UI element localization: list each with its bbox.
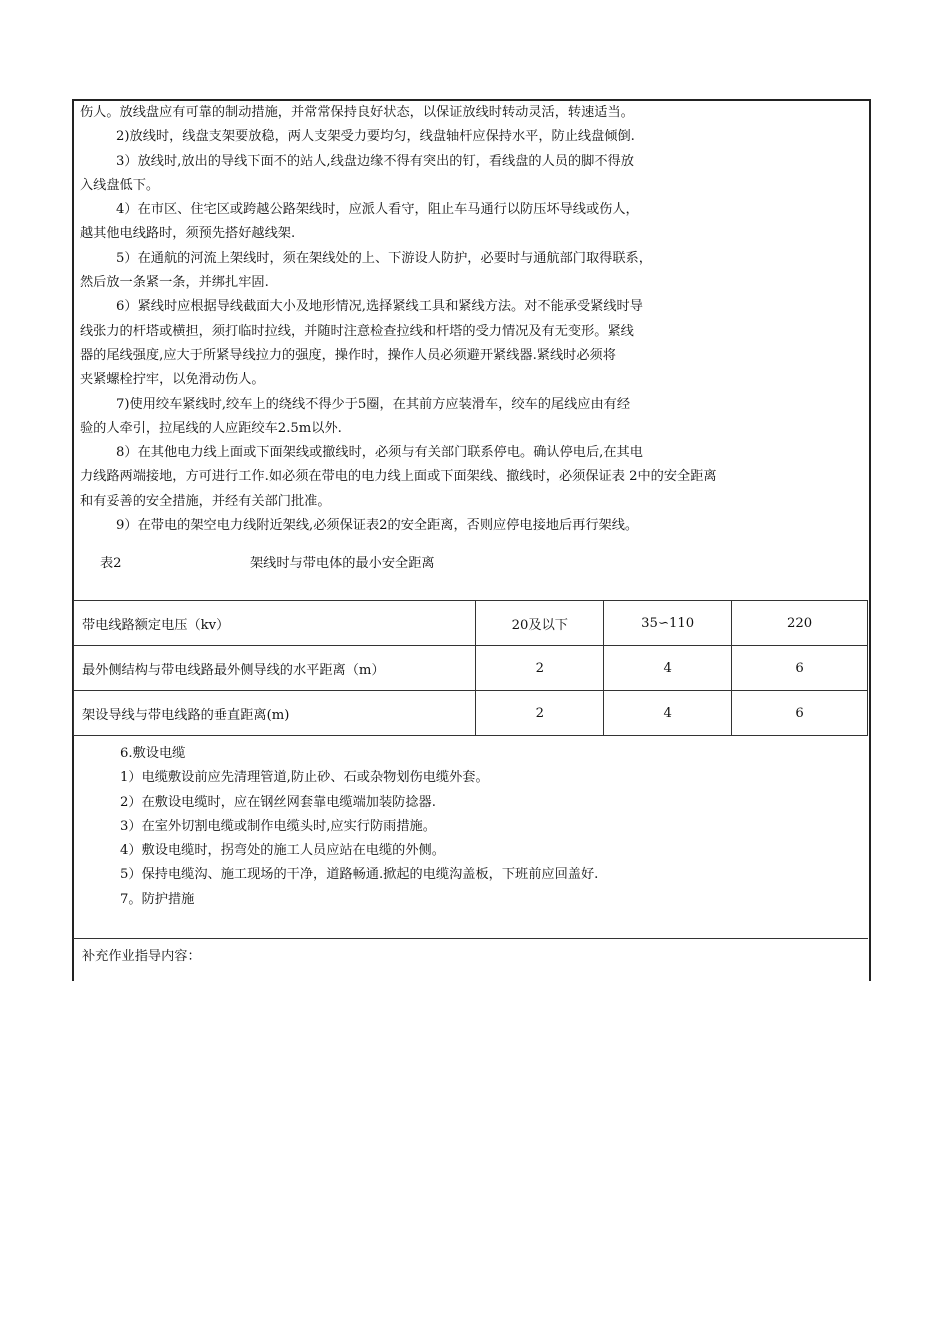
table-cell-label: 最外侧结构与带电线路最外侧导线的水平距离（m） — [74, 646, 476, 691]
paragraph-line: 夹紧螺栓拧牢，以免滑动伤人。 — [80, 372, 265, 388]
table-header-row — [74, 601, 868, 646]
list-item: 3）在室外切割电缆或制作电缆头时,应实行防雨措施。 — [120, 818, 436, 834]
list-item: 2）在敷设电缆时，应在钢丝网套靠电缆端加装防捻器. — [120, 794, 436, 810]
section-6-cable-laying — [80, 742, 598, 912]
table-row — [74, 646, 868, 691]
paragraph-line: 越其他电线路时，须预先搭好越线架. — [80, 226, 296, 242]
table-cell: 220 — [732, 601, 868, 646]
paragraph-line: 2)放线时，线盘支架要放稳，两人支架受力要均匀，线盘轴杆应保持水平，防止线盘倾倒. — [116, 129, 635, 145]
table-cell: 4 — [604, 691, 732, 736]
table-cell: 6 — [732, 691, 868, 736]
paragraph-line: 3）放线时,放出的导线下面不的站人,线盘边缘不得有突出的钉，看线盘的人员的脚不得放 — [116, 153, 634, 169]
paragraph-line: 和有妥善的安全措施，并经有关部门批准。 — [80, 493, 331, 509]
list-item: 4）敷设电缆时，拐弯处的施工人员应站在电缆的外侧。 — [120, 843, 445, 859]
table-caption-label: 表2 — [100, 556, 122, 571]
paragraph-line: 器的尾线强度,应大于所紧导线拉力的强度，操作时，操作人员必须避开紧线器.紧线时必须将 — [80, 347, 616, 363]
paragraph-line: 5）在通航的河流上架线时，须在架线处的上、下游设人防护，必要时与通航部门取得联系， — [116, 250, 652, 266]
paragraph-line: 然后放一条紧一条，并绑扎牢固. — [80, 275, 269, 291]
paragraph-line: 4）在市区、住宅区或跨越公路架线时，应派人看守，阻止车马通行以防压坏导线或伤人， — [116, 202, 639, 218]
table-row — [74, 691, 868, 736]
paragraph-line: 入线盘低下。 — [80, 177, 160, 193]
paragraph-line: 伤人。放线盘应有可靠的制动措施，并常常保持良好状态，以保证放线时转动灵活，转速适当。 — [80, 105, 634, 120]
table-caption-title: 架线时与带电体的最小安全距离 — [250, 556, 435, 571]
safety-distance-table — [73, 600, 868, 736]
table-cell-label: 带电线路额定电压（kv） — [74, 601, 476, 646]
paragraph-line: 8）在其他电力线上面或下面架线或撤线时，必须与有关部门联系停电。确认停电后,在其电 — [116, 445, 643, 461]
paragraph-line: 6）紧线时应根据导线截面大小及地形情况,选择紧线工具和紧线方法。对不能承受紧线时导 — [116, 299, 643, 315]
paragraph-line: 线张力的杆塔或横担，须打临时拉线，并随时注意检查拉线和杆塔的受力情况及有无变形。紧线 — [80, 323, 634, 339]
list-item: 1）电缆敷设前应先清理管道,防止砂、石或杂物划伤电缆外套。 — [120, 770, 489, 786]
paragraph-line: 9）在带电的架空电力线附近架线,必须保证表2的安全距离，否则应停电接地后再行架线。 — [116, 518, 639, 534]
table-cell: 6 — [732, 646, 868, 691]
section-heading: 6.敷设电缆 — [120, 746, 186, 761]
list-item: 5）保持电缆沟、施工现场的干净，道路畅通.掀起的电缆沟盖板，下班前应回盖好. — [120, 867, 599, 883]
paragraph-line: 7)使用绞车紧线时,绞车上的绕线不得少于5圈，在其前方应装滑车，绞车的尾线应由有经 — [116, 396, 631, 412]
table-cell: 20及以下 — [476, 601, 604, 646]
table-cell: 4 — [604, 646, 732, 691]
table-cell: 35∽110 — [604, 601, 732, 646]
section-heading: 7。防护措施 — [120, 891, 195, 907]
divider — [73, 938, 868, 939]
paragraph-line: 验的人牵引，拉尾线的人应距绞车2.5m以外. — [80, 420, 342, 436]
table-cell-label: 架设导线与带电线路的垂直距离(m) — [74, 691, 476, 736]
paragraph-line: 力线路两端接地，方可进行工作.如必须在带电的电力线上面或下面架线、撤线时，必须保证表 2中的安全距离 — [80, 469, 717, 485]
table-cell: 2 — [476, 691, 604, 736]
supplement-label: 补充作业指导内容： — [82, 949, 201, 964]
table-cell: 2 — [476, 646, 604, 691]
instructions-text — [80, 101, 865, 538]
